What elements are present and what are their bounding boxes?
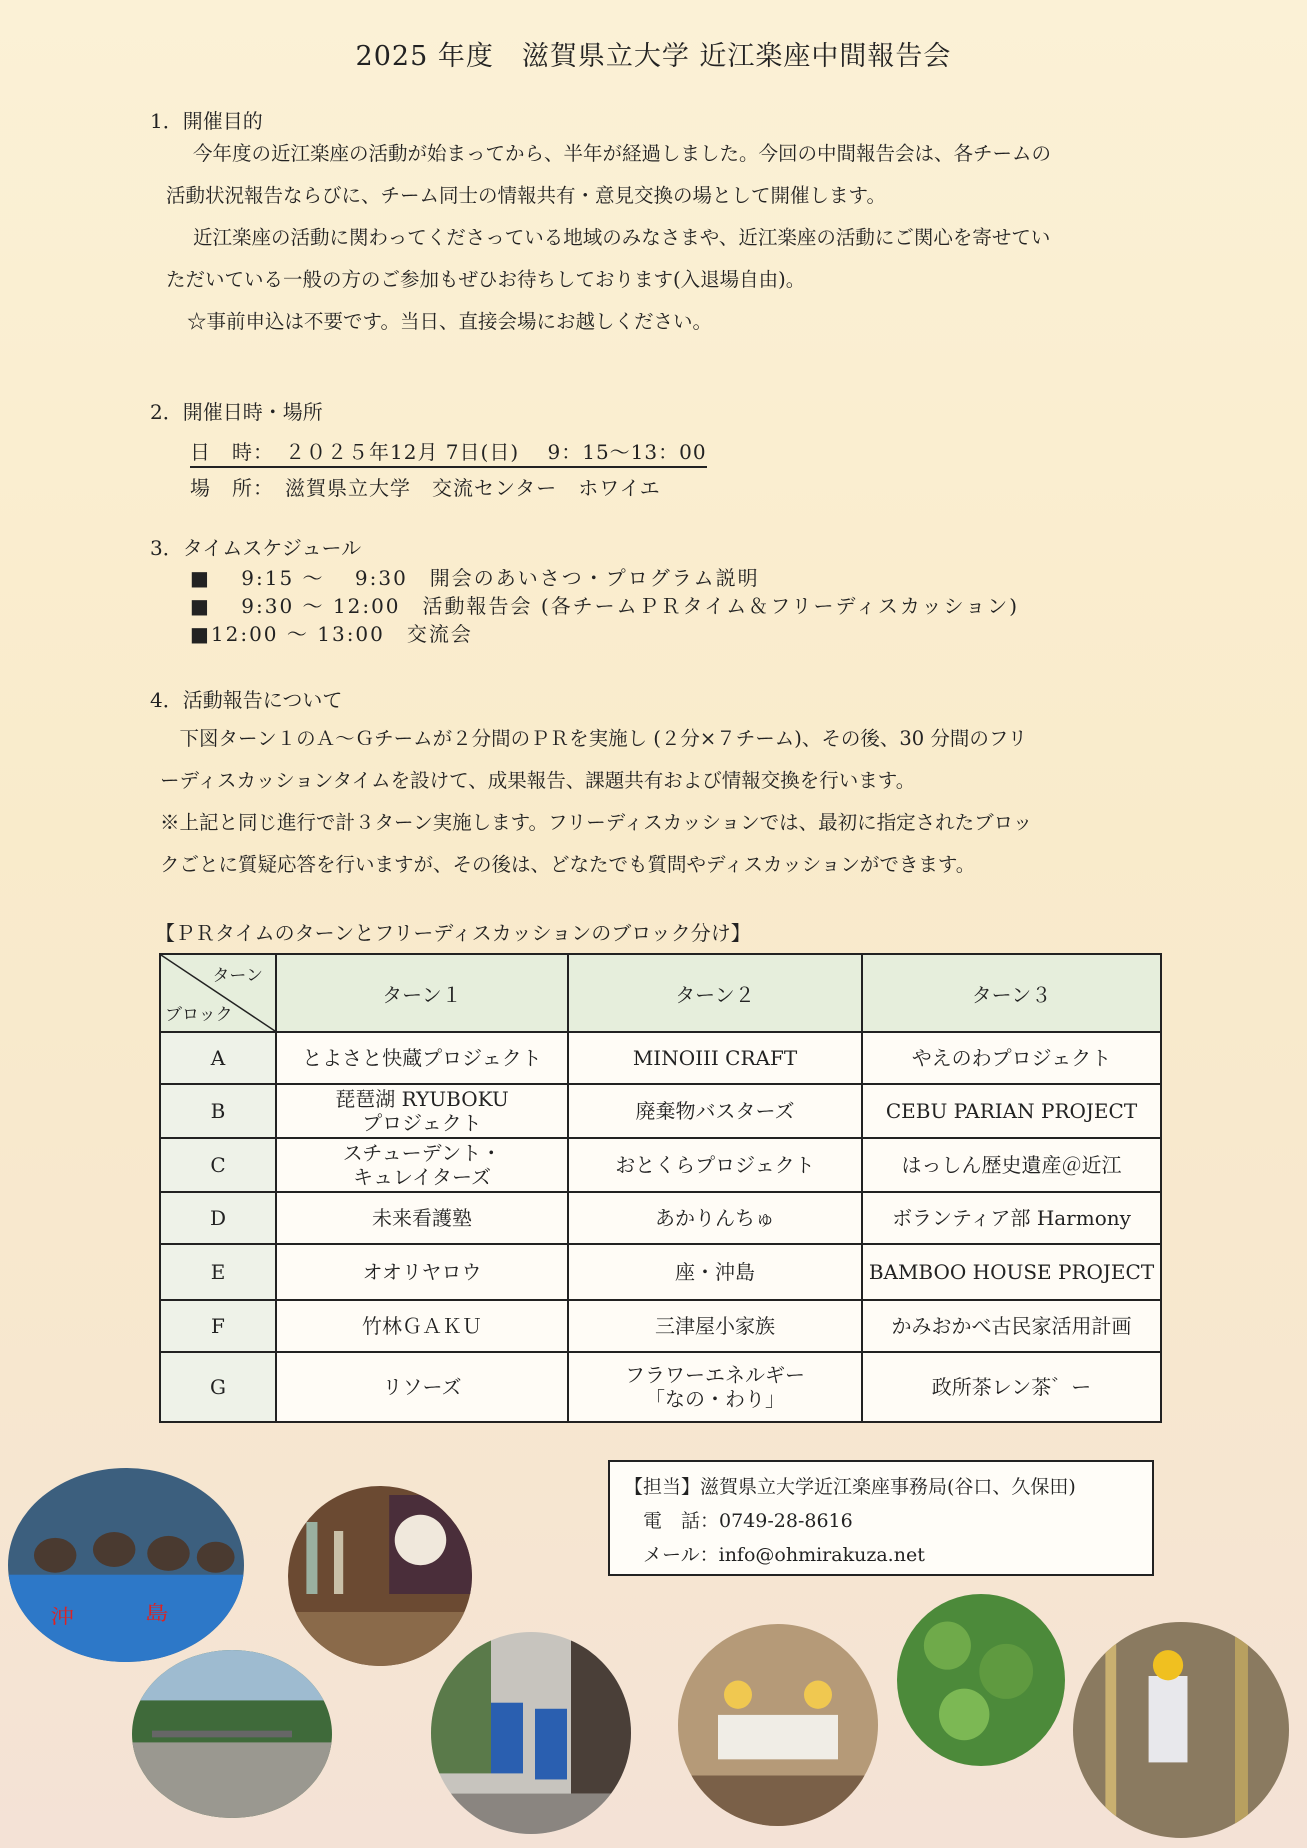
turn-1-team-cell: リソーズ bbox=[276, 1352, 568, 1422]
photo-street-walk bbox=[431, 1632, 631, 1834]
turn-3-team-cell: かみおかべ古民家活用計画 bbox=[862, 1300, 1161, 1352]
section-4-line: クごとに質疑応答を行いますが、その後は、どなたでも質問やディスカッションができます。 bbox=[160, 853, 976, 876]
turn-2-team-cell: MINOIII CRAFT bbox=[568, 1032, 862, 1084]
block-assignment-table bbox=[159, 953, 1162, 1423]
turn-2-team-cell: 廃棄物バスターズ bbox=[568, 1084, 862, 1138]
section-3-heading: 3．タイムスケジュール bbox=[150, 536, 362, 560]
turn-3-team-cell: やえのわプロジェクト bbox=[862, 1032, 1161, 1084]
section-1-heading: 1．開催目的 bbox=[150, 109, 263, 133]
turn-1-team-cell: 琵琶湖 RYUBOKU プロジェクト bbox=[276, 1084, 568, 1138]
section-4-note: ※上記と同じ進行で計３ターン実施します。フリーディスカッションでは、最初に指定されたブロッ bbox=[160, 811, 1033, 834]
photo-river bbox=[132, 1650, 332, 1818]
turn-1-team-cell: とよさと快蔵プロジェクト bbox=[276, 1032, 568, 1084]
table-row bbox=[160, 1352, 1161, 1422]
section-4-heading: 4．活動報告について bbox=[150, 688, 343, 712]
block-cell: B bbox=[160, 1084, 276, 1138]
photo-happi-students bbox=[8, 1468, 244, 1662]
contact-box bbox=[608, 1460, 1154, 1576]
corner-turn-label: ターン bbox=[212, 966, 263, 986]
contact-email: メール：info@ohmirakuza.net bbox=[624, 1544, 925, 1566]
table-header-row bbox=[160, 954, 1161, 1032]
table-row bbox=[160, 1192, 1161, 1244]
event-place: 場 所： 滋賀県立大学 交流センター ホワイエ bbox=[190, 476, 661, 500]
header-turn-3: ターン３ bbox=[862, 954, 1161, 1032]
block-cell: G bbox=[160, 1352, 276, 1422]
section-1-note: ☆事前申込は不要です。当日、直接会場にお越しください。 bbox=[187, 310, 712, 333]
section-4-body bbox=[160, 718, 1170, 886]
turn-3-team-cell: はっしん歴史遺産＠近江 bbox=[862, 1138, 1161, 1192]
turn-1-team-cell: スチューデント・ キュレイターズ bbox=[276, 1138, 568, 1192]
turn-2-team-cell: おとくらプロジェクト bbox=[568, 1138, 862, 1192]
section-1-line: 活動状況報告ならびに、チーム同士の情報共有・意見交換の場として開催します。 bbox=[166, 184, 886, 207]
block-cell: D bbox=[160, 1192, 276, 1244]
turn-2-team-cell: 三津屋小家族 bbox=[568, 1300, 862, 1352]
turn-2-team-cell: あかりんちゅ bbox=[568, 1192, 862, 1244]
header-turn-2: ターン２ bbox=[568, 954, 862, 1032]
svg-text:島: 島 bbox=[144, 1602, 169, 1625]
header-turn-1: ターン１ bbox=[276, 954, 568, 1032]
table-row bbox=[160, 1300, 1161, 1352]
table-row bbox=[160, 1138, 1161, 1192]
section-1-line: 今年度の近江楽座の活動が始まってから、半年が経過しました。今回の中間報告会は、各チームの bbox=[193, 142, 1052, 165]
turn-2-team-cell: 座・沖島 bbox=[568, 1244, 862, 1300]
contact-phone: 電 話：0749-28-8616 bbox=[624, 1510, 853, 1532]
table-row bbox=[160, 1084, 1161, 1138]
photo-meeting-table bbox=[678, 1624, 878, 1826]
block-cell: F bbox=[160, 1300, 276, 1352]
table-row bbox=[160, 1244, 1161, 1300]
photo-shop-interior bbox=[288, 1486, 472, 1666]
schedule-item: ■ 9:15 ～ 9:30 開会のあいさつ・プログラム説明 bbox=[190, 566, 760, 590]
table-corner-cell bbox=[160, 954, 276, 1032]
section-1-line: 近江楽座の活動に関わってくださっている地域のみなさまや、近江楽座の活動にご関心を寄せてい bbox=[193, 226, 1051, 249]
section-1-body bbox=[166, 133, 1170, 343]
turn-1-team-cell: オオリヤロウ bbox=[276, 1244, 568, 1300]
corner-block-label: ブロック bbox=[165, 1005, 233, 1025]
section-4-line: ーディスカッションタイムを設けて、成果報告、課題共有および情報交換を行います。 bbox=[160, 769, 916, 792]
block-cell: C bbox=[160, 1138, 276, 1192]
turn-3-team-cell: CEBU PARIAN PROJECT bbox=[862, 1084, 1161, 1138]
turn-3-team-cell: BAMBOO HOUSE PROJECT bbox=[862, 1244, 1161, 1300]
svg-text:沖: 沖 bbox=[50, 1606, 75, 1629]
photo-bamboo-work bbox=[1073, 1622, 1289, 1838]
table-row bbox=[160, 1032, 1161, 1084]
event-datetime: 日 時： ２０２５年12月 7日(日) 9：15～13：00 bbox=[190, 436, 707, 468]
contact-heading: 【担当】滋賀県立大学近江楽座事務局(谷口、久保田) bbox=[624, 1476, 1076, 1498]
block-cell: E bbox=[160, 1244, 276, 1300]
block-cell: A bbox=[160, 1032, 276, 1084]
page-title: 2025 年度 滋賀県立大学 近江楽座中間報告会 bbox=[355, 41, 952, 72]
schedule-item: ■12:00 ～ 13:00 交流会 bbox=[190, 622, 473, 646]
section-2-heading: 2．開催日時・場所 bbox=[150, 400, 323, 424]
turn-3-team-cell: 政所茶レン茶゛ー bbox=[862, 1352, 1161, 1422]
photo-tea-leaves bbox=[897, 1594, 1065, 1766]
turn-1-team-cell: 竹林ＧＡＫＵ bbox=[276, 1300, 568, 1352]
section-4-line: 下図ターン１のＡ～Ｇチームが２分間のＰＲを実施し (２分×７チーム)、その後、30 分間のフリ bbox=[160, 727, 1028, 750]
turn-3-team-cell: ボランティア部 Harmony bbox=[862, 1192, 1161, 1244]
turn-1-team-cell: 未来看護塾 bbox=[276, 1192, 568, 1244]
table-caption: 【ＰＲタイムのターンとフリーディスカッションのブロック分け】 bbox=[155, 921, 751, 945]
schedule-item: ■ 9:30 ～ 12:00 活動報告会 (各チームＰＲタイム＆フリーディスカッション) bbox=[190, 594, 1020, 618]
turn-2-team-cell: フラワーエネルギー 「なの・わり」 bbox=[568, 1352, 862, 1422]
section-1-line: ただいている一般の方のご参加もぜひお待ちしております(入退場自由)。 bbox=[166, 268, 806, 291]
